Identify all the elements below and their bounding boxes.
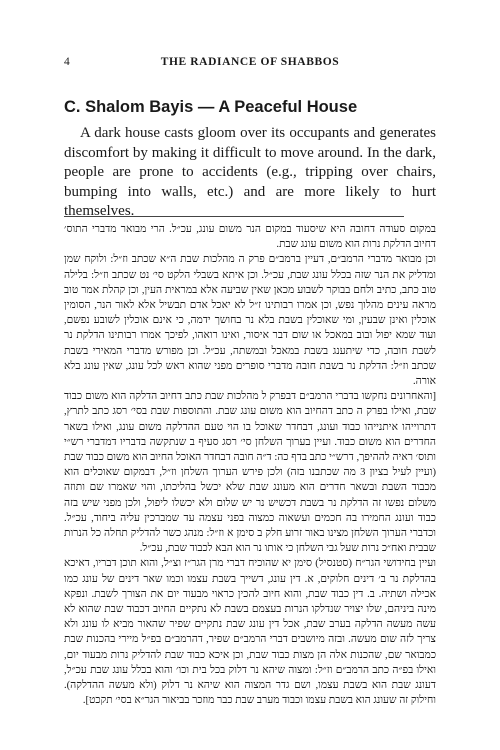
intro-paragraph xyxy=(64,124,436,222)
section-heading: C. Shalom Bayis — A Peaceful House xyxy=(64,98,358,116)
running-title: THE RADIANCE OF SHABBOS xyxy=(160,56,340,68)
footnote-paragraph: ועיין בחידושי הגר״ח (סטנסיל) סימן יא שהוכיח דברי מרן הגר״ז וצ״ל, והוא תוכן דבריו, דאיכא בהדלקת נר ב׳ דינים חלוקים, א. דין עונג, דשייך בשבת עצמו וכמו שאר דינים של עונג כמו אכילה ושתיה. ב. דין כבוד שבת, והוא חיוב להכין כראוי מבעוד יום את הצורך לשבת. ונפקא מינה ביניהם, שלו יצויר שנדלקו הנרות בעצמם בשבת לא נתקיים החיוב דכבוד שבת שהוא לא עשה מעשה הדלקה בערב שבת, אכל דין עונג שבת נתקיים שפיר שהאור מביא לו עונג ולא צריך לזה שום מעשה. ובזה מיושבים דברי הרמב״ם שפיר, דהרמב״ם בפ״ל מיירי בהכנות שבת כמבואר שם, שהכנות אלה הן מצות כבוד שבת, וכן איכא כבוד שבת להדליק נרות מבעוד יום, ואילו בפ״ה כתב הרמב״ם וז״ל: ומצוה שיהא נר דלוק בכל בית וכו׳ והוא בכלל עונג שבת עכ״ל, דעונג שבת הוא בשבת עצמו, ושם גדר המצוה הוא שיהא נר דלוק (ולא מעשה ההדלקה). וחילוק זה שעונג הוא בשבת עצמו וכבוד מערב שבת כבר מוזכר בביאור הגר״א בסי׳ תקכט]. xyxy=(64,558,436,707)
hebrew-footnotes xyxy=(64,222,436,709)
footnote-paragraph: וכן מבואר מדברי הרמב״ם, דעיין ברמב״ם פרק ה מהלכות שבת ה״א שכתב וז״ל: ולוקח שמן ומדליק את הנר שזה בכלל עונג שבת, עכ״ל. וכן איתא בשבלי הלקט סי׳ נט שכתב וז״ל: בלילה טוב כתב, כתיב ולחם בבוקר לשבוע מכאן שאין שביעה אלא במראית העין, וכן קהלת אמר טוב מראה עינים מהלוך נפש, וכן אמרו רבותינו ז״ל לא יאכל אדם תבשיל אלא לאור הנר, הסומין אוכלין ואינן שבעין, ומי שאוכלין בשבת בלא נר בחושך ידמה, כי אינם אוכלין לשובע נפשם, ועוד שמא יפול ובוב במאכל או שום דבר איסור, ואינו רואהו, לפיכך אמרו רבותינו הדלקת נר לשבת חובה, כדי שיתענג בשבת במאכל ובמשתה, עכ״ל. וכן מפורש מדברי המאירי בשבת שכתב וז״ל: הדלקת נר בשבת חובה מדברי סופרים מפני שהוא ראש לכל עונג, שאין עונג בלא אורה. xyxy=(64,254,436,388)
footnote-paragraph: במקום סעודה דחובה היא שיסעוד במקום הנר משום עונג, עכ״ל. הרי מבואר מדברי התוס׳ דחיוב הדלקת נרות הוא משום עונג שבת. xyxy=(64,224,436,251)
running-header xyxy=(64,56,436,76)
footnote-paragraph: [והאחרונים נחקשו בדברי הרמב״ם דבפרק ל מהלכות שבת כתב דחיוב הדלקה הוא משום כבוד שבת, ואילו בפרק ה כתב דהחיוב הוא משום עונג שבת. והתוספות שבת בסי׳ רסג כתב לתרץ, דתרוייהו איתנייהו כבוד ועונג, דבחדר שאוכל בו הוי טעם ההדלקה משום עונג, ואילו בשאר החדרים הוא משום כבוד. ועיין בערוך השלחן סי׳ רסג סעיף ב שנתקשה בדבריו דמדברי רש״י ותוס׳ ראיה לההיפך, דרש״י כתב בדף כה: ד״ה חובה דבחדר האוכל החיוב הוא משום כבוד שבת (ועיין לעיל בציון 3 מה שכתבנו בזה) ולכן פירש הערוך השלחן וז״ל, דבמקום שאוכלים הוא מכבוד השבת ובשאר חדרים הוא מעונג שבת שלא יכשל בהליכתו, והוי שאמרו שם ותוזה משלום נפשו זה הדלקת נר בשבת דכשיש נר יש שלום ולא יכשלו ליפול, ולכן מפני שיש בזה כבוד ועונג החמירו בה חכמים ועשאוה כמצוה בפני עצמה עד שמברכין עליה ביחוד, עכ״ל. וכדברי הערוך השלחן מצינו באור זרוע חלק ב סימן א וז״ל: מנהג כשר להדליק תחלה כל הנרות שבבית ואח״כ נרות שעל גבי השלחן כי אותו נר הוא הבא לכבוד שבת, עכ״ל. xyxy=(64,391,436,555)
page-number: 4 xyxy=(64,56,71,68)
intro-text: A dark house casts gloom over its occupants and generates discomfort by making it difficult to move around. In the dark, people are prone to accidents (e.g., tripping over chairs, bumping into walls, etc.) and are more likely to hurt themselves. xyxy=(64,125,436,219)
footnote-divider xyxy=(64,216,404,217)
